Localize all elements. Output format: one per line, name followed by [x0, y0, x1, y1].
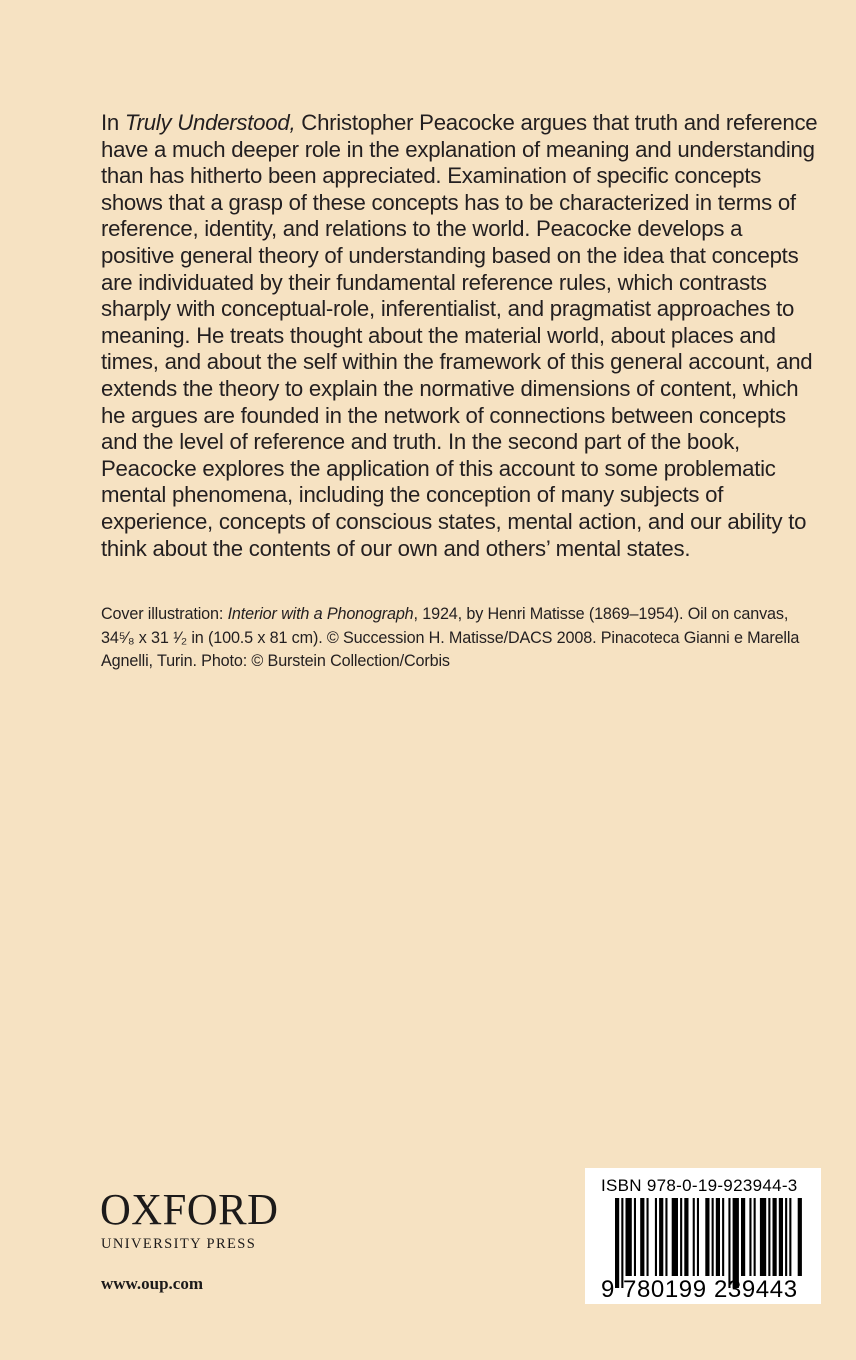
barcode-bar	[615, 1198, 619, 1288]
barcode-bar	[647, 1198, 649, 1276]
barcode-bar	[684, 1198, 688, 1276]
publisher-website: www.oup.com	[101, 1274, 204, 1293]
barcode-bar	[693, 1198, 695, 1276]
barcode-bar	[716, 1198, 720, 1276]
barcode-digits: 780199 239443	[623, 1276, 798, 1303]
barcode-bar	[705, 1198, 709, 1276]
barcode-bar	[760, 1198, 766, 1276]
barcode-bar	[659, 1198, 663, 1276]
barcode-bar	[665, 1198, 667, 1276]
barcode-bar	[697, 1198, 699, 1276]
barcode-bar	[672, 1198, 678, 1276]
publisher-logo-subname: UNIVERSITY PRESS	[101, 1236, 257, 1252]
barcode-bar	[749, 1198, 751, 1276]
isbn-label: ISBN 978-0-19-923944-3	[601, 1176, 798, 1195]
artwork-title: Interior with a Phonograph	[227, 605, 414, 623]
book-title: Truly Understood,	[124, 110, 296, 135]
barcode-bar	[621, 1198, 623, 1288]
barcode-bar	[733, 1198, 739, 1288]
barcode-bar	[680, 1198, 682, 1276]
barcode-lead-digit: 9	[601, 1276, 615, 1303]
isbn-barcode-panel	[585, 1168, 821, 1304]
book-blurb	[101, 110, 821, 562]
barcode-bar	[789, 1198, 791, 1276]
barcode-bar	[798, 1198, 802, 1276]
credit-prefix: Cover illustration:	[101, 605, 228, 623]
barcode-bar	[728, 1198, 730, 1288]
barcode-bar	[741, 1198, 745, 1276]
barcode-bar	[640, 1198, 644, 1276]
blurb-intro: In	[101, 110, 125, 135]
barcode-bar	[754, 1198, 756, 1276]
barcode-bar	[722, 1198, 724, 1276]
credit-details: , 1924, by Henri Matisse (1869–1954). Oil on canvas, 34⁵⁄₈ x 31 ¹⁄₂ in (100.5 x 81 cm). © Succession H. Matisse/DACS 2008. Pinacoteca Gianni e Marella Agnelli, Turin. Photo: © Burstein Collection/Corbis	[101, 605, 800, 670]
barcode-bar	[768, 1198, 770, 1276]
cover-credit	[101, 603, 821, 674]
barcode-bar	[655, 1198, 657, 1276]
barcode-bar	[712, 1198, 714, 1276]
blurb-body: Christopher Peacocke argues that truth and reference have a much deeper role in the explanation of meaning and understanding than has hitherto been appreciated. Examination of specific concepts shows that a grasp of these concepts has to be characterized in terms of reference, identity, and relations to the world. Peacocke develops a positive general theory of understanding based on the idea that concepts are individuated by their fundamental reference rules, which contrasts sharply with conceptual-role, inferentialist, and pragmatist approaches to meaning. He treats thought about the material world, about places and times, and about the self within the framework of this general account, and extends the theory to explain the normative dimensions of content, which he argues are founded in the network of connections between concepts and the level of reference and truth. In the second part of the book, Peacocke explores the application of this account to some problematic mental phenomena, including the conception of many subjects of experience, concepts of conscious states, mental action, and our ability to think about the contents of our own and others’ mental states.	[101, 110, 818, 561]
barcode-bar	[773, 1198, 777, 1276]
barcode-bar	[626, 1198, 632, 1276]
barcode-bar	[634, 1198, 636, 1276]
publisher-logo-name: OXFORD	[100, 1185, 279, 1234]
barcode-bar	[785, 1198, 787, 1276]
barcode-bar	[779, 1198, 783, 1276]
